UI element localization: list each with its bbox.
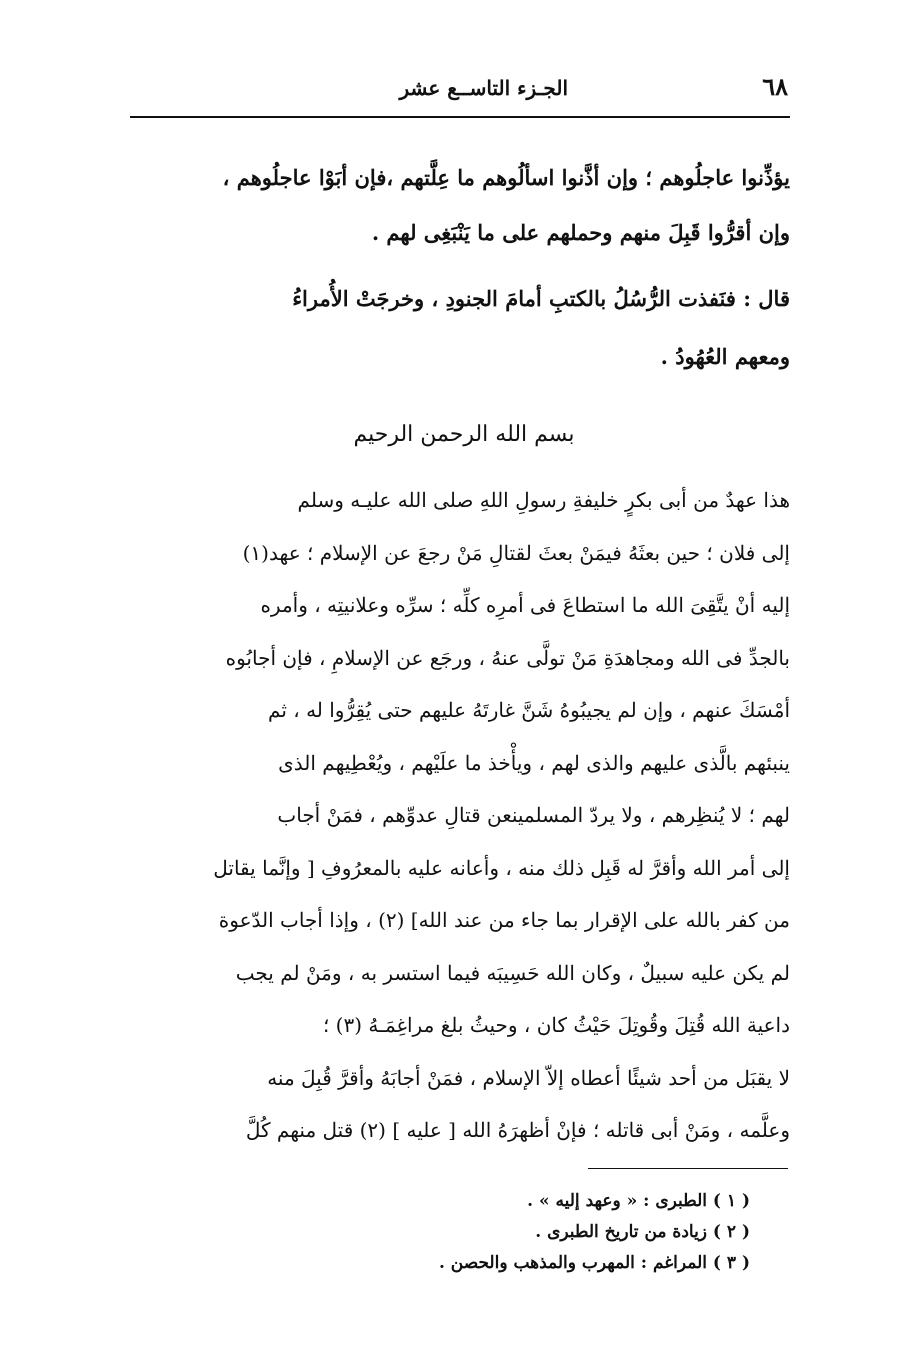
footnotes bbox=[330, 1186, 750, 1279]
text-line: وعلَّمه ، ومَنْ أبى قاتله ؛ فإنْ أظهرَهُ الله [ عليه ] (٢) قتل منهم كُلَّ bbox=[245, 1118, 790, 1142]
text-line: لهم ؛ لا يُنظِرهم ، ولا يردّ المسلمينعن قتالِ عدوِّهم ، فمَنْ أجاب bbox=[277, 803, 790, 827]
header-rule bbox=[130, 116, 790, 118]
paragraph-3 bbox=[138, 474, 790, 1157]
footnote-2: ( ٢ ) زيادة من تاريخ الطبرى . bbox=[535, 1222, 750, 1242]
text-line: إليه أنْ يتَّقِىَ الله ما استطاعَ فى أمرِه كلِّه ؛ سرِّه وعلانيتِه ، وأمره bbox=[260, 593, 790, 617]
text-line: هذا عهدٌ من أبى بكرٍ خليفةِ رسولِ اللهِ صلى الله عليـه وسلم bbox=[297, 488, 790, 512]
text-line: قال : فنَفذت الرُّسُلُ بالكتبِ أمامَ الجنودِ ، وخرجَتْ الأُمراءُ bbox=[292, 286, 790, 311]
text-line: أمْسَكَ عنهم ، وإن لم يجيبُوهُ شَنَّ غارتَهُ عليهم حتى يُقِرُّوا له ، ثم bbox=[268, 698, 790, 722]
text-line: يؤذِّنوا عاجلُوهم ؛ وإن أذَّنوا اسألُوهم ما عِلَّتهم ،فإن أبَوْا عاجلُوهم ، bbox=[222, 165, 790, 190]
footnote-1: ( ١ ) الطبرى : « وعهد إليه » . bbox=[527, 1191, 750, 1211]
footnote-3: ( ٣ ) المراغم : المهرب والمذهب والحصن . bbox=[438, 1253, 750, 1273]
text-line: من كفر بالله على الإقرار بما جاء من عند الله] (٢) ، وإذا أجاب الدّعوة bbox=[218, 908, 790, 932]
text-line: ومعهم العُهُودُ . bbox=[660, 344, 790, 369]
page-header bbox=[130, 72, 788, 112]
text-line: إلى أمر الله وأقرَّ له قَبِل ذلك منه ، وأعانه عليه بالمعرُوفِ [ وإنَّما يقاتل bbox=[213, 855, 790, 880]
footnote-rule bbox=[588, 1168, 788, 1169]
text-line: وإن أقرُّوا قَبِلَ منهم وحملهم على ما يَنْبَغِى لهم . bbox=[371, 220, 790, 245]
page-number: ٦٨ bbox=[762, 72, 788, 101]
text-line: لم يكن عليه سبيلٌ ، وكان الله حَسِيبَه فيما استسر به ، ومَنْ لم يجب bbox=[235, 960, 790, 985]
paragraph-1 bbox=[138, 150, 790, 260]
text-line: إلى فلان ؛ حين بعثَهُ فيمَنْ بعثَ لقتالِ مَنْ رجعَ عن الإسلام ؛ عهد(١) bbox=[242, 540, 790, 565]
running-title: الجـزء التاســع عشر bbox=[399, 76, 568, 100]
text-line: ينبئهم بالَّذى عليهم والذى لهم ، ويأْخذ ما علَيْهم ، ويُعْطِيهم الذى bbox=[278, 750, 790, 775]
text-line: بالجدِّ فى الله ومجاهدَةِ مَنْ تولَّى عنهُ ، ورجَع عن الإسلامِ ، فإن أجابُوه bbox=[225, 645, 790, 670]
basmala-heading: بسم الله الرحمن الرحيم bbox=[353, 422, 575, 447]
text-line: لا يقبَل من أحد شيئًا أعطاه إلاّ الإسلام ، فمَنْ أجابَهُ وأقرَّ قُبِلَ منه bbox=[267, 1065, 790, 1090]
text-line: داعية الله قُتِلَ وقُوتِلَ حَيْثُ كان ، وحيثُ بلغ مراغِمَـهُ (٣) ؛ bbox=[322, 1013, 790, 1037]
paragraph-2 bbox=[138, 270, 790, 386]
